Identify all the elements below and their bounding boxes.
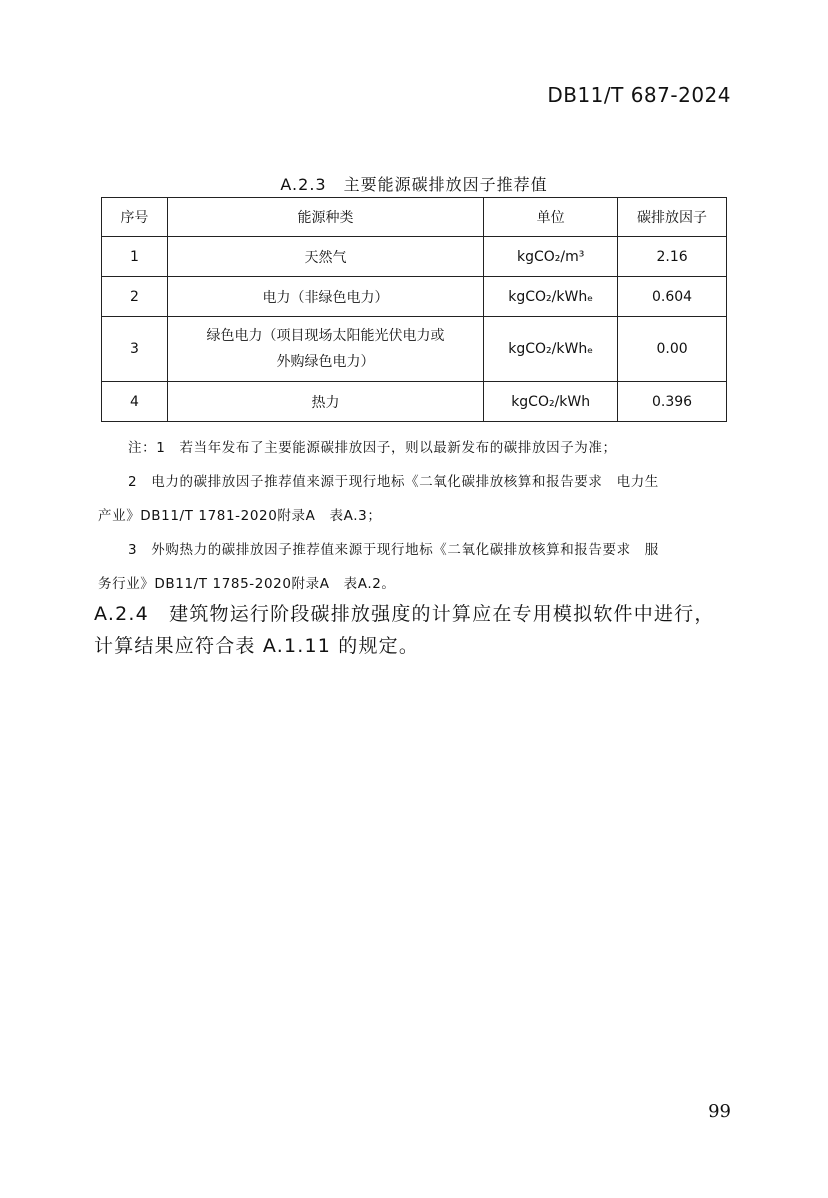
note-line: 3 外购热力的碳排放因子推荐值来源于现行地标《二氧化碳排放核算和报告要求 服 — [128, 542, 659, 558]
note-line: 务行业》DB11/T 1785-2020附录A 表A.2。 — [98, 576, 396, 592]
cell-factor: 0.604 — [618, 277, 727, 317]
document-code: DB11/T 687-2024 — [547, 83, 731, 107]
note-line: 2 电力的碳排放因子推荐值来源于现行地标《二氧化碳排放核算和报告要求 电力生 — [128, 474, 659, 490]
header-energy-type: 能源种类 — [167, 198, 483, 237]
cell-no: 1 — [102, 237, 168, 277]
cell-energy-line-2: 外购绿色电力） — [276, 354, 375, 370]
cell-no: 3 — [102, 317, 168, 382]
clause-line: 计算结果应符合表 A.1.11 的规定。 — [94, 635, 420, 657]
cell-energy: 热力 — [167, 382, 483, 422]
cell-unit: kgCO₂/kWhₑ — [484, 277, 618, 317]
cell-energy: 天然气 — [167, 237, 483, 277]
cell-unit: kgCO₂/kWh — [484, 382, 618, 422]
cell-unit: kgCO₂/kWhₑ — [484, 317, 618, 382]
header-unit: 单位 — [484, 198, 618, 237]
cell-factor: 0.00 — [618, 317, 727, 382]
cell-energy-line-1: 绿色电力（项目现场太阳能光伏电力或 — [206, 328, 445, 344]
cell-energy — [167, 317, 483, 382]
cell-factor: 0.396 — [618, 382, 727, 422]
clause-a-2-4 — [94, 598, 754, 662]
cell-unit: kgCO₂/m³ — [484, 237, 618, 277]
table-row — [102, 237, 727, 277]
cell-no: 2 — [102, 277, 168, 317]
table-row — [102, 277, 727, 317]
note-line: 注：1 若当年发布了主要能源碳排放因子，则以最新发布的碳排放因子为准； — [128, 440, 617, 456]
cell-no: 4 — [102, 382, 168, 422]
header-factor: 碳排放因子 — [618, 198, 727, 237]
cell-factor: 2.16 — [618, 237, 727, 277]
table-title: A.2.3 主要能源碳排放因子推荐值 — [280, 175, 548, 194]
clause-line: A.2.4 建筑物运行阶段碳排放强度的计算应在专用模拟软件中进行， — [94, 603, 715, 625]
table-header-row — [102, 198, 727, 237]
note-line: 产业》DB11/T 1781-2020附录A 表A.3； — [98, 508, 382, 524]
table-row — [102, 317, 727, 382]
header-no: 序号 — [102, 198, 168, 237]
page-number: 99 — [708, 1101, 731, 1122]
cell-energy: 电力（非绿色电力） — [167, 277, 483, 317]
emission-factor-table — [101, 197, 727, 422]
table-row — [102, 382, 727, 422]
table-notes — [98, 438, 734, 608]
